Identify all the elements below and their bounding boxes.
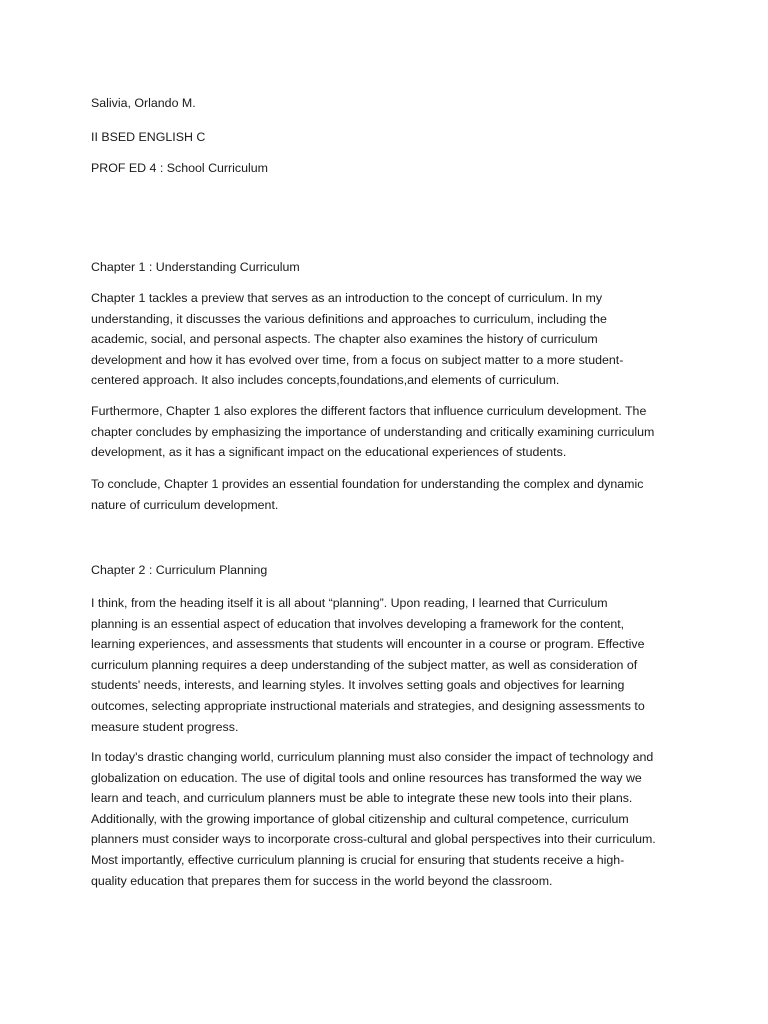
chapter1-paragraph-1: [91, 288, 691, 391]
paragraph-line: chapter concludes by emphasizing the importance of understanding and critically examining curriculum: [91, 424, 655, 439]
chapter1-paragraph-3: [91, 474, 691, 515]
paragraph-line: planners must consider ways to incorporate cross-cultural and global perspectives into their curriculum.: [91, 832, 656, 847]
paragraph-line: I think, from the heading itself it is all about “planning”. Upon reading, I learned that Curriculum: [91, 596, 608, 610]
paragraph-line: planning is an essential aspect of education that involves developing a framework for the content,: [91, 616, 625, 631]
course-title: PROF ED 4 : School Curriculum: [91, 161, 268, 175]
chapter2-paragraph-2: [91, 747, 691, 891]
paragraph-line: Furthermore, Chapter 1 also explores the different factors that influence curriculum development. The: [91, 404, 647, 418]
paragraph-line: academic, social, and personal aspects. The chapter also examines the history of curriculum: [91, 332, 598, 347]
chapter1-paragraph-2: [91, 401, 691, 463]
paragraph-line: students' needs, interests, and learning styles. It involves setting goals and objectives for learning: [91, 678, 625, 693]
chapter1-heading-block: [91, 257, 691, 278]
paragraph-line: learning experiences, and assessments that students will encounter in a course or program. Effective: [91, 637, 645, 652]
paragraph-line: Additionally, with the growing importance of global citizenship and cultural competence, curriculum: [91, 811, 629, 826]
paragraph-line: development, as it has a significant impact on the educational experiences of students.: [91, 445, 567, 460]
chapter2-heading: Chapter 2 : Curriculum Planning: [91, 563, 268, 577]
paragraph-line: understanding, it discusses the various definitions and approaches to curriculum, including the: [91, 311, 607, 326]
paragraph-line: globalization on education. The use of digital tools and online resources has transformed the way we: [91, 770, 642, 785]
chapter1-heading: Chapter 1 : Understanding Curriculum: [91, 260, 300, 274]
paragraph-line: development and how it has evolved over time, from a focus on subject matter to a more student-: [91, 352, 624, 367]
paragraph-line: curriculum planning requires a deep understanding of the subject matter, as well as consideration of: [91, 657, 638, 672]
paragraph-line: nature of curriculum development.: [91, 497, 279, 512]
paragraph-line: outcomes, selecting appropriate instructional materials and strategies, and designing assessments to: [91, 698, 645, 713]
paragraph-line: measure student progress.: [91, 719, 239, 734]
paragraph-line: In today's drastic changing world, curriculum planning must also consider the impact of technology and: [91, 750, 654, 764]
student-name: Salivia, Orlando M.: [91, 96, 196, 110]
paragraph-line: Most importantly, effective curriculum planning is crucial for ensuring that students receive a high-: [91, 852, 625, 867]
paragraph-line: Chapter 1 tackles a preview that serves as an introduction to the concept of curriculum. In my: [91, 291, 603, 305]
paragraph-line: quality education that prepares them for success in the world beyond the classroom.: [91, 873, 553, 888]
paragraph-line: learn and teach, and curriculum planners must be able to integrate these new tools into their plans.: [91, 791, 633, 806]
paragraph-line: centered approach. It also includes concepts,foundations,and elements of curriculum.: [91, 373, 560, 388]
chapter2-heading-block: [91, 560, 691, 581]
class-section: II BSED ENGLISH C: [91, 130, 206, 144]
paragraph-line: To conclude, Chapter 1 provides an essential foundation for understanding the complex and dynamic: [91, 477, 644, 491]
chapter2-paragraph-1: [91, 593, 691, 737]
